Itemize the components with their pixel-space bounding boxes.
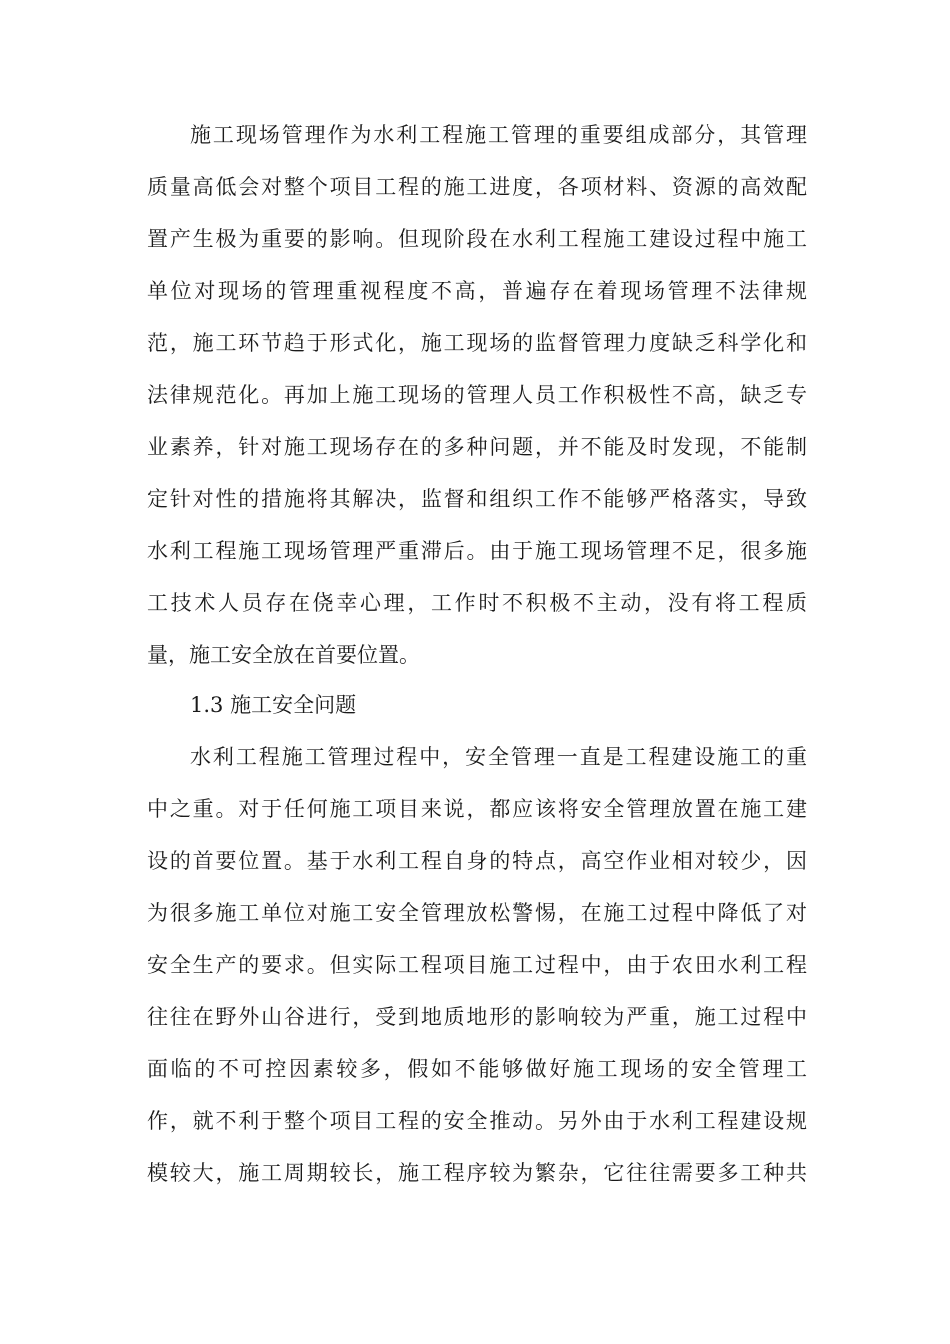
paragraph-2-line: 作，就不利于整个项目工程的安全推动。另外由于水利工程建设规 [147,1109,807,1133]
paragraph-1-line: 范，施工环节趋于形式化，施工现场的监督管理力度缺乏科学化和 [147,331,807,355]
paragraph-1-line: 质量高低会对整个项目工程的施工进度，各项材料、资源的高效配 [147,175,807,199]
paragraph-2-line: 往往在野外山谷进行，受到地质地形的影响较为严重，施工过程中 [147,1005,807,1029]
paragraph-2-line: 安全生产的要求。但实际工程项目施工过程中，由于农田水利工程 [147,953,807,977]
paragraph-2-line: 水利工程施工管理过程中，安全管理一直是工程建设施工的重 [190,745,807,769]
paragraph-2-line: 中之重。对于任何施工项目来说，都应该将安全管理放置在施工建 [147,797,807,821]
paragraph-1-line: 量，施工安全放在首要位置。 [147,643,420,667]
paragraph-1-line: 单位对现场的管理重视程度不高，普遍存在着现场管理不法律规 [147,279,807,303]
paragraph-1-line: 定针对性的措施将其解决，监督和组织工作不能够严格落实，导致 [147,487,807,511]
paragraph-2-line: 模较大，施工周期较长，施工程序较为繁杂，它往往需要多工种共 [147,1161,807,1185]
paragraph-1-line: 法律规范化。再加上施工现场的管理人员工作积极性不高，缺乏专 [147,383,807,407]
paragraph-1-line: 施工现场管理作为水利工程施工管理的重要组成部分，其管理 [190,123,807,147]
section-heading: 1.3 施工安全问题 [190,693,357,717]
paragraph-2-line: 设的首要位置。基于水利工程自身的特点，高空作业相对较少，因 [147,849,807,873]
paragraph-2-line: 为很多施工单位对施工安全管理放松警惕，在施工过程中降低了对 [147,901,807,925]
paragraph-1-line: 业素养，针对施工现场存在的多种问题，并不能及时发现，不能制 [147,435,807,459]
paragraph-2-line: 面临的不可控因素较多，假如不能够做好施工现场的安全管理工 [147,1057,807,1081]
paragraph-1-line: 工技术人员存在侥幸心理，工作时不积极不主动，没有将工程质 [147,591,807,615]
paragraph-1-line: 水利工程施工现场管理严重滞后。由于施工现场管理不足，很多施 [147,539,807,563]
paragraph-1-line: 置产生极为重要的影响。但现阶段在水利工程施工建设过程中施工 [147,227,807,251]
